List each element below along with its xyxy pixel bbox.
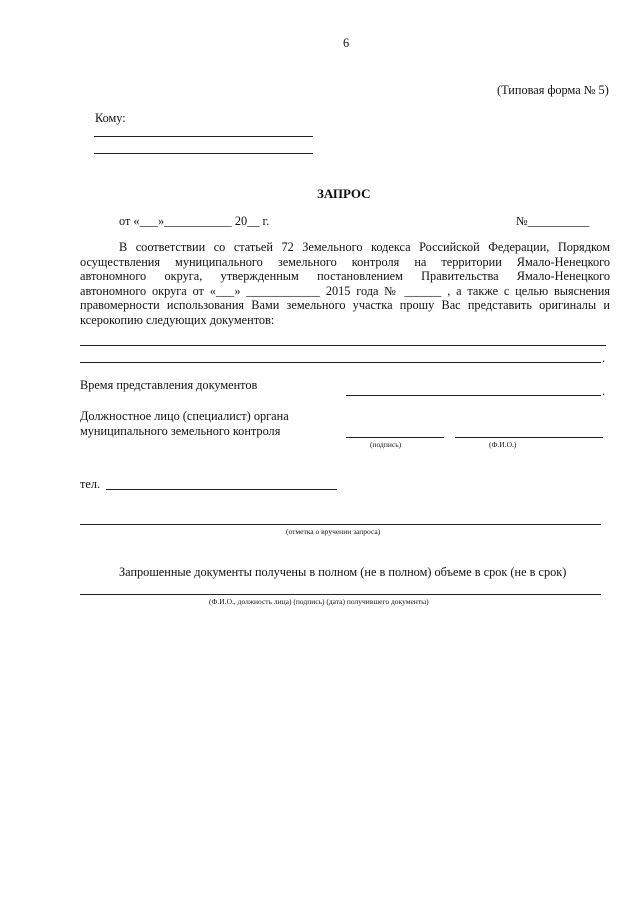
document-title: ЗАПРОС bbox=[317, 186, 371, 201]
documents-line-end: . bbox=[602, 351, 606, 365]
recipient-label: Кому: bbox=[95, 111, 126, 125]
time-line-end: . bbox=[602, 384, 606, 398]
delivery-caption: (отметка о вручении запроса) bbox=[286, 527, 381, 536]
request-number: №__________ bbox=[516, 214, 590, 228]
request-date: от «___»___________ 20__ г. bbox=[119, 214, 270, 228]
paragraph-line: В соответствии со статьей 72 Земельного кодекса Российской Федерации, Порядком bbox=[119, 240, 610, 254]
phone-line bbox=[106, 489, 337, 490]
form-type-label: (Типовая форма № 5) bbox=[497, 83, 609, 97]
documents-line-2 bbox=[80, 362, 601, 363]
signature-line bbox=[346, 437, 444, 438]
official-label-2: муниципального земельного контроля bbox=[80, 424, 281, 438]
paragraph-line: осуществления муниципального земельного контроля на территории Ямало-Ненецкого bbox=[80, 254, 610, 269]
time-label: Время представления документов bbox=[80, 378, 258, 392]
paragraph-line: ксерокопию следующих документов: bbox=[80, 312, 275, 327]
fio-line bbox=[455, 437, 603, 438]
delivery-line bbox=[80, 524, 601, 525]
signature-caption: (подпись) bbox=[370, 440, 402, 449]
documents-line-1 bbox=[80, 345, 606, 346]
phone-label: тел. bbox=[80, 477, 101, 491]
paragraph-line: автономного округа, утвержденным постановлением Правительства Ямало-Ненецкого bbox=[80, 269, 610, 284]
paragraph-line: правомерности использования Вами земельного участка прошу Вас представить оригиналы и bbox=[80, 298, 610, 313]
received-statement: Запрошенные документы получены в полном (не в полном) объеме в срок (не в срок) bbox=[119, 565, 567, 579]
paragraph-line: автономного округа от «___» ____________ 2015 года № ______ , а также с целью выяснения bbox=[80, 283, 610, 298]
recipient-line-1 bbox=[94, 136, 313, 137]
page-number: 6 bbox=[343, 36, 350, 50]
receiver-caption: (Ф.И.О., должность лица) (подпись) (дата) получившего документы) bbox=[209, 597, 429, 606]
official-label-1: Должностное лицо (специалист) органа bbox=[80, 409, 289, 423]
request-paragraph bbox=[80, 240, 610, 328]
fio-caption: (Ф.И.О.) bbox=[489, 440, 517, 449]
receiver-line bbox=[80, 594, 601, 595]
time-line bbox=[346, 395, 601, 396]
recipient-line-2 bbox=[94, 153, 313, 154]
